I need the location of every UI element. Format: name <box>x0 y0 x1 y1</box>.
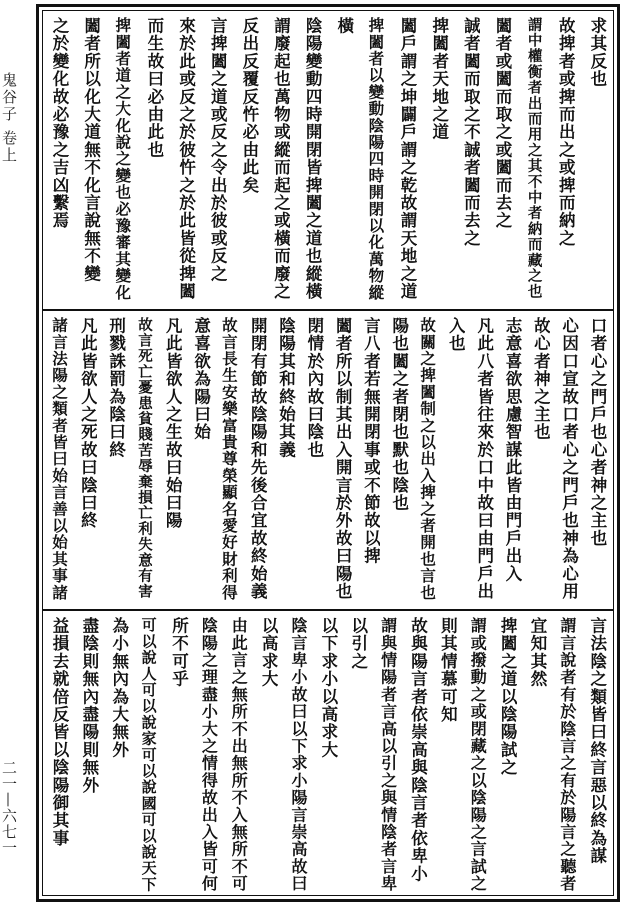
text-column: 宜知其然 <box>528 617 547 688</box>
text-column: 心因口宣故口者心之門戶也神為心用 <box>559 317 579 601</box>
text-column: 求其反也 <box>587 17 607 88</box>
text-column: 捭闔者道之大化說之變也必豫審其變化 <box>113 17 133 301</box>
panel-middle <box>43 309 613 609</box>
text-column: 意喜欲為陽曰始 <box>191 317 211 441</box>
text-column: 捭闔之道以陰陽試之 <box>498 617 518 777</box>
text-column: 盡陰則無內盡陽則無外 <box>79 617 99 794</box>
text-column: 捭闔者天地之道 <box>429 17 449 141</box>
text-column: 閉情於內故曰陰也 <box>304 317 324 459</box>
text-column: 闔者所以制其出入開言於外故曰陽也 <box>333 317 353 601</box>
text-column: 誠者闔而取之不誠者闔而去之 <box>461 17 481 248</box>
text-column: 可以說人可以說家可以說國可以說天下 <box>139 617 158 893</box>
page-frame <box>36 4 620 902</box>
text-column: 故捭者或捭而出之或捭而納之 <box>556 17 576 248</box>
text-column: 陰陽變動四時開閉皆捭闔之道也縱橫 <box>303 17 323 301</box>
text-column: 益損去就倍反皆以陰陽御其事 <box>50 617 69 848</box>
text-column: 由此言之無所不出無所不入無所不可 <box>229 617 249 893</box>
text-column: 謂與情陽者言高以引之與情陰者言卑 <box>378 617 398 893</box>
text-column: 為小無內為大無外 <box>109 617 129 759</box>
text-column: 凡此皆欲人之死故曰陰曰終 <box>78 317 98 530</box>
text-column: 橫 <box>334 17 354 35</box>
panel-top-columns <box>49 17 607 302</box>
text-column: 凡此皆欲人之生故曰始曰陽 <box>163 317 183 530</box>
text-column: 謂中權衡者出而用之其不中者納而藏之也 <box>525 17 543 300</box>
text-column: 言八者若無開閉事或不節故以捭 <box>361 317 381 565</box>
text-column: 故言死亡憂患貧賤苦辱棄損亡利失意有害 <box>135 317 153 600</box>
text-column: 刑戮誅罰為陰曰終 <box>106 317 126 459</box>
text-column: 陽也闔之者閉也默也陰也 <box>389 317 409 512</box>
text-column: 陰陽之理盡小大之情得故出入皆可何 <box>199 617 219 893</box>
text-column: 闔者或闔而取之或闔而去之 <box>492 17 512 230</box>
text-column: 以引之 <box>348 617 368 671</box>
text-block <box>42 10 614 896</box>
text-column: 故言長生安樂富貴尊榮顯名愛好財利得 <box>219 317 239 601</box>
text-column: 捭闔者以變動陰陽四時開閉以化萬物縱 <box>366 17 386 301</box>
text-column: 謂言說者有於陰言之有於陽言之聽者 <box>557 617 577 893</box>
text-column: 闔戶謂之坤闢戶謂之乾故謂天地之道 <box>398 17 418 301</box>
text-column: 以下求小以高求大 <box>318 617 338 759</box>
text-column: 凡此八者皆往來於口中故曰由門戶出 <box>474 317 494 601</box>
text-column: 來於此或反之於彼忤之於此皆從捭闔 <box>176 17 196 301</box>
text-column: 言捭闔之道或反之令出於彼或反之 <box>208 17 228 283</box>
panel-middle-columns <box>49 317 607 603</box>
text-column: 之於變化故必豫之吉凶繫焉 <box>50 17 69 230</box>
text-column: 謂廢起也萬物或縱而起之或橫而廢之 <box>271 17 291 301</box>
page-number: 二一—六七一 <box>0 760 18 856</box>
text-column: 口者心之門戶也心者神之主也 <box>587 317 607 548</box>
text-column: 謂或撥動之或閉藏之以陰陽之言試之 <box>468 617 488 893</box>
text-column: 所不可乎 <box>169 617 189 688</box>
text-column: 言法陰之類皆曰終言惡以終為謀 <box>587 617 607 865</box>
text-column: 諸言法陽之類者皆曰始言善以始其事諸 <box>50 317 69 601</box>
text-column: 反出反覆反忤必由此矣 <box>239 17 259 194</box>
text-column: 以高求大 <box>259 617 279 688</box>
text-column: 志意喜欲思慮智謀此皆由門戶出入 <box>503 317 522 583</box>
text-column: 闔者所以化大道無不化言說無不變 <box>81 17 101 283</box>
panel-bottom <box>43 609 613 899</box>
text-column: 而生故曰必由此也 <box>144 17 164 159</box>
panel-top <box>43 11 613 308</box>
text-column: 陰陽其和終始其義 <box>276 317 296 459</box>
text-column: 開閉有節故陰陽和先後合宜故終始義 <box>248 317 268 601</box>
text-column: 故關之捭闔制之以出入捭之者開也言也 <box>418 317 438 601</box>
text-column: 入也 <box>446 317 466 353</box>
text-column: 則其情慕可知 <box>438 617 458 724</box>
text-column: 陰言卑小故曰以下求小陽言崇高故曰 <box>289 617 308 893</box>
text-column: 故心者神之主也 <box>531 317 551 441</box>
book-title: 鬼谷子 卷上 <box>0 72 18 164</box>
panel-bottom-columns <box>49 617 607 893</box>
text-column: 故與陽言者依崇高與陰言者依卑小 <box>408 617 428 883</box>
